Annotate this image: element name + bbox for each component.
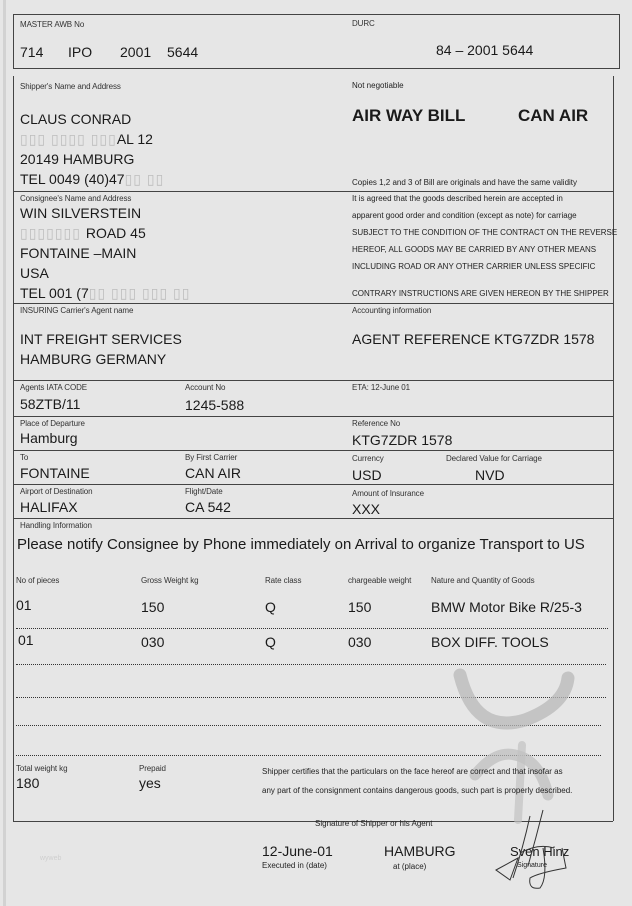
agent-line2: HAMBURG GERMANY [20,351,167,367]
divider [13,518,613,519]
declared-value-label: Declared Value for Carriage [446,454,542,463]
insurance-label: Amount of Insurance [352,489,424,498]
account-label: Account No [185,383,226,392]
shipper-tel-visible: TEL 0049 (40)47 [20,171,125,187]
insurance-value: XXX [352,501,381,517]
consignee-tel: TEL 001 (7▯▯ ▯▯▯ ▯▯▯ ▯▯ [20,285,191,301]
flight-label: Flight/Date [185,487,223,496]
to-value: FONTAINE [20,465,90,481]
goods-col-header: Rate class [265,576,302,585]
dotted-rule [16,725,601,726]
departure-label: Place of Departure [20,419,85,428]
consignee-tel-visible: TEL 001 (7 [20,285,89,301]
executed-place-label: at (place) [393,862,427,871]
shipper-label: Shipper's Name and Address [20,82,121,91]
awb-title: AIR WAY BILL [352,106,466,125]
rate-class-cell: Q [265,599,276,615]
page-edge [3,0,6,906]
gross-weight-cell: 150 [141,599,165,615]
to-label: To [20,453,29,462]
shipper-city: 20149 HAMBURG [20,151,135,167]
divider [13,484,613,485]
not-negotiable: Not negotiable [352,81,404,90]
total-weight-value: 180 [16,775,40,791]
divider [13,380,613,381]
signature-heading: Signature of Shipper or his Agent [315,819,433,828]
form-left-border [13,76,14,821]
currency-value: USD [352,467,382,483]
handling-value: Please notify Consignee by Phone immediately on Arrival to organize Transport to US [17,536,585,553]
pieces-cell: 01 [18,632,34,648]
terms-line: apparent good order and condition (except as note) for carriage [352,211,577,220]
declared-value: NVD [475,467,505,483]
first-carrier-value: CAN AIR [185,465,242,481]
destination-value: HALIFAX [20,499,78,515]
executed-date: 12-June-01 [262,843,333,859]
executed-date-label: Executed in (date) [262,861,327,870]
iata-value: 58ZTB/11 [20,396,81,412]
signature-label: Signature [517,862,547,869]
shipper-tel: TEL 0049 (40)47▯▯ ▯▯ [20,171,165,187]
consignee-label: Consignee's Name and Address [20,194,132,203]
carrier-title: CAN AIR [518,106,589,125]
dotted-rule [16,755,601,756]
consignee-street: ▯▯▯▯▯▯▯ ROAD 45 [20,225,146,241]
divider [13,303,613,304]
master-awb-serial: 5644 [167,44,199,60]
dotted-rule [16,628,608,629]
handling-label: Handling Information [20,521,92,530]
master-awb-prefix: 714 [20,44,44,60]
agent-label: INSURING Carrier's Agent name [20,306,134,315]
certification-line: Shipper certifies that the particulars on the face hereof are correct and that insofar as [262,767,563,776]
watermark: wyweb [40,855,62,862]
signer-name: Sven Hinz [510,844,570,859]
accounting-value: AGENT REFERENCE KTG7ZDR 1578 [352,331,595,347]
master-awb-code: IPO [68,44,93,60]
copies-note: Copies 1,2 and 3 of Bill are originals and have the same validity [352,178,578,187]
first-carrier-label: By First Carrier [185,453,238,462]
consignee-name: WIN SILVERSTEIN [20,205,142,221]
prepaid-label: Prepaid [139,764,166,773]
total-weight-label: Total weight kg [16,764,68,773]
gross-weight-cell: 030 [141,634,165,650]
rate-class-cell: Q [265,634,276,650]
executed-place: HAMBURG [384,843,456,859]
durc-value: 84 – 2001 5644 [436,42,534,58]
terms-line: SUBJECT TO THE CONDITION OF THE CONTRACT ON THE REVERSE [352,228,618,237]
destination-label: Airport of Destination [20,487,93,496]
consignee-country: USA [20,265,49,281]
terms-line: It is agreed that the goods described herein are accepted in [352,194,563,203]
reference-value: KTG7ZDR 1578 [352,432,453,448]
goods-col-header: Gross Weight kg [141,576,199,585]
agent-line1: INT FREIGHT SERVICES [20,331,182,347]
form-bottom-border [13,821,613,822]
prepaid-value: yes [139,775,161,791]
shipper-street: ▯▯▯ ▯▯▯▯ ▯▯▯AL 12 [20,131,153,147]
shipper-street-visible: AL 12 [116,131,153,147]
flight-value: CA 542 [185,499,231,515]
goods-col-header: Nature and Quantity of Goods [431,576,535,585]
divider [13,191,613,192]
chargeable-weight-cell: 150 [348,599,372,615]
accounting-label: Accounting information [352,306,432,315]
goods-col-header: chargeable weight [348,576,412,585]
divider [13,416,613,417]
terms-line: INCLUDING ROAD OR ANY OTHER CARRIER UNLESS SPECIFIC [352,262,596,271]
stamp-mark [440,650,580,830]
master-awb-label: MASTER AWB No [20,20,85,29]
dotted-rule [16,664,606,665]
master-awb-year: 2001 [120,44,152,60]
pieces-cell: 01 [16,597,32,613]
terms-line: CONTRARY INSTRUCTIONS ARE GIVEN HEREON BY THE SHIPPER [352,289,609,298]
consignee-street-visible: ROAD 45 [85,225,146,241]
consignee-city: FONTAINE –MAIN [20,245,137,261]
form-right-border [613,76,614,821]
dotted-rule [16,697,606,698]
currency-label: Currency [352,454,384,463]
goods-col-header: No of pieces [16,576,60,585]
eta-label: ETA: 12-June 01 [352,383,410,392]
certification-line: any part of the consignment contains dangerous goods, such part is properly described. [262,786,573,795]
iata-label: Agents IATA CODE [20,383,88,392]
divider [13,450,613,451]
shipper-name: CLAUS CONRAD [20,111,132,127]
chargeable-weight-cell: 030 [348,634,372,650]
reference-label: Reference No [352,419,401,428]
goods-description-cell: BOX DIFF. TOOLS [431,634,549,650]
departure-value: Hamburg [20,430,78,446]
terms-line: HEREOF, ALL GOODS MAY BE CARRIED BY ANY OTHER MEANS [352,245,597,254]
account-value: 1245-588 [185,397,245,413]
goods-description-cell: BMW Motor Bike R/25-3 [431,599,582,615]
durc-label: DURC [352,19,375,28]
